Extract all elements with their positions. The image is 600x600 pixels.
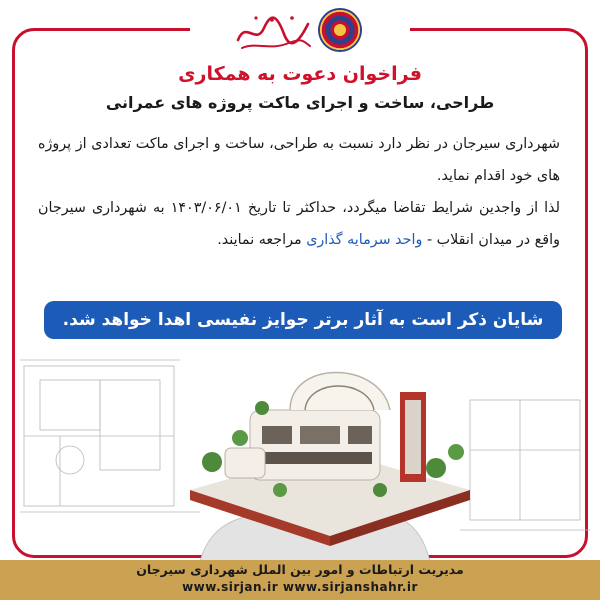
sirjan-municipality-script-logo (232, 10, 314, 54)
page-title: فراخوان دعوت به همکاری (178, 63, 422, 85)
footer-organization: مدیریت ارتباطات و امور بین الملل شهرداری سیرجان (136, 562, 464, 577)
body-paragraph-2-end: مراجعه نمایند. (217, 232, 307, 248)
body-paragraph-1: شهرداری سیرجان در نظر دارد نسبت به طراحی، ساخت و اجرای ماکت تعدادی از پروژه های خود اقدام نماید. (38, 136, 560, 184)
body-paragraph-2 (38, 192, 560, 256)
municipality-seal-icon (318, 8, 362, 52)
announcement-body (38, 128, 560, 256)
building-model (225, 373, 426, 483)
architectural-model-illustration (0, 340, 600, 562)
investment-unit-highlight: واحد سرمایه گذاری (306, 232, 423, 248)
page-subtitle: طراحی، ساخت و اجرای ماکت پروژه های عمرانی (105, 93, 495, 112)
prize-banner: شایان ذکر است به آثار برتر جوایز نفیسی اهدا خواهد شد. (44, 301, 562, 339)
footer-websites: www.sirjan.ir www.sirjanshahr.ir (182, 580, 418, 594)
body-paragraph-2-start: لذا از واجدین شرایط تقاضا میگردد، حداکثر تا تاریخ ۱۴۰۳/۰۶/۰۱ به شهرداری سیرجان واقع در میدان انقلاب - (38, 200, 561, 248)
